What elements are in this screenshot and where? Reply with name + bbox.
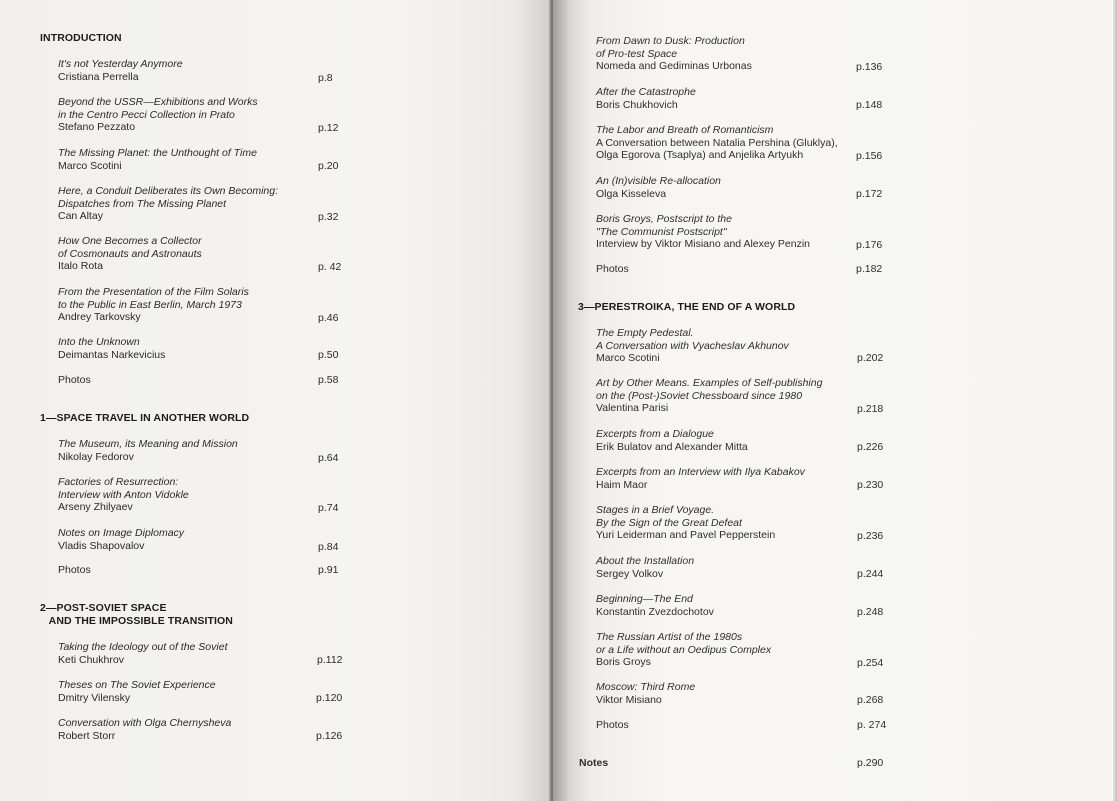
entry-title: The Labor and Breath of Romanticism bbox=[596, 124, 774, 136]
entry-page: p.254 bbox=[857, 657, 884, 669]
entry-title: Excerpts from an Interview with Ilya Kabakov bbox=[596, 466, 805, 478]
entry-page: p.64 bbox=[318, 452, 339, 464]
entry-title: Boris Groys, Postscript to the "The Communist Postscript" bbox=[596, 213, 732, 238]
toc-entry bbox=[58, 286, 348, 324]
entry-page: p.50 bbox=[318, 349, 339, 361]
entry-author: Stefano Pezzato bbox=[58, 121, 136, 134]
entry-author: Andrey Tarkovsky bbox=[58, 311, 141, 324]
entry-title: Beginning—The End bbox=[596, 593, 693, 605]
entry-title: Moscow: Third Rome bbox=[596, 681, 696, 693]
entry-page: p.172 bbox=[856, 188, 883, 200]
entry-author: Marco Scotini bbox=[58, 159, 122, 172]
entry-author: Dmitry Vilensky bbox=[58, 691, 131, 704]
toc-entry bbox=[596, 124, 896, 162]
toc-entry bbox=[58, 476, 348, 514]
toc-entry bbox=[58, 527, 348, 552]
section-heading-2: 2—POST-SOVIET SPACE AND THE IMPOSSIBLE TRANSITION bbox=[40, 602, 233, 627]
entry-page: p.182 bbox=[856, 263, 883, 275]
entry-title: The Museum, its Meaning and Mission bbox=[58, 438, 238, 450]
entry-title: About the Installation bbox=[596, 555, 695, 567]
entry-author: Photos bbox=[596, 263, 629, 275]
entry-author: Deimantas Narkevicius bbox=[58, 348, 166, 361]
entry-page: p.230 bbox=[857, 479, 884, 491]
entry-page: p.236 bbox=[857, 530, 884, 542]
entry-author: Photos bbox=[58, 564, 91, 576]
entry-page: p.244 bbox=[857, 568, 884, 580]
toc-entry bbox=[596, 86, 896, 111]
entry-author: Marco Scotini bbox=[596, 352, 660, 365]
entry-title: Into the Unknown bbox=[58, 336, 140, 348]
entry-author: Viktor Misiano bbox=[596, 693, 662, 706]
entry-page: p.58 bbox=[318, 374, 339, 386]
entry-author: Italo Rota bbox=[58, 260, 103, 273]
entry-title: Stages in a Brief Voyage. By the Sign of the Great Defeat bbox=[596, 504, 742, 529]
entry-page: p. 274 bbox=[857, 719, 887, 731]
toc-entry bbox=[58, 185, 348, 223]
entry-title: The Missing Planet: the Unthought of Time bbox=[58, 147, 257, 159]
entry-page: p.8 bbox=[318, 72, 333, 84]
entry-page: p.84 bbox=[318, 541, 339, 553]
entry-author: Olga Kisseleva bbox=[596, 187, 667, 200]
entry-title: From the Presentation of the Film Solaris to the Public in East Berlin, March 1973 bbox=[58, 286, 249, 311]
entry-title: The Russian Artist of the 1980s or a Life without an Oedipus Complex bbox=[596, 631, 772, 656]
entry-author: Yuri Leiderman and Pavel Pepperstein bbox=[596, 529, 776, 542]
toc-entry-photos bbox=[596, 263, 896, 276]
entry-title: Taking the Ideology out of the Soviet bbox=[58, 641, 228, 653]
toc-entry bbox=[596, 327, 896, 365]
toc-entry-notes bbox=[579, 757, 899, 770]
toc-entry bbox=[58, 96, 348, 134]
entry-title: An (In)visible Re-allocation bbox=[596, 175, 721, 187]
entry-title: The Empty Pedestal. A Conversation with Vyacheslav Akhunov bbox=[596, 327, 789, 352]
entry-page: p.120 bbox=[316, 692, 343, 704]
right-page bbox=[553, 0, 1117, 801]
entry-page: p.46 bbox=[318, 312, 339, 324]
entry-title: It's not Yesterday Anymore bbox=[58, 58, 183, 70]
entry-author: Valentina Parisi bbox=[596, 402, 669, 415]
entry-title: Beyond the USSR—Exhibitions and Works in the Centro Pecci Collection in Prato bbox=[58, 96, 258, 121]
entry-title: Factories of Resurrection: Interview with Anton Vidokle bbox=[58, 476, 189, 501]
entry-page: p.226 bbox=[857, 441, 884, 453]
entry-page: p.268 bbox=[857, 694, 884, 706]
entry-page: p.20 bbox=[318, 160, 339, 172]
entry-author: A Conversation between Natalia Pershina (Gluklya), Olga Egorova (Tsaplya) and Anjelika Artyukh bbox=[596, 136, 838, 162]
toc-entry bbox=[58, 235, 348, 273]
entry-author: Haim Maor bbox=[596, 478, 648, 491]
entry-page: p.176 bbox=[856, 239, 883, 251]
entry-title: From Dawn to Dusk: Production of Pro-test Space bbox=[596, 35, 745, 60]
toc-entry bbox=[58, 147, 348, 172]
notes-page: p.290 bbox=[857, 757, 884, 769]
entry-title: Notes on Image Diplomacy bbox=[58, 527, 185, 539]
toc-entry bbox=[58, 438, 348, 463]
entry-page: p.126 bbox=[316, 730, 343, 742]
toc-entry bbox=[58, 58, 348, 83]
entry-author: Can Altay bbox=[58, 210, 103, 223]
toc-entry bbox=[596, 504, 896, 542]
entry-author: Arseny Zhilyaev bbox=[58, 501, 133, 514]
entry-page: p.32 bbox=[318, 211, 339, 223]
entry-page: p.112 bbox=[317, 654, 343, 666]
entry-author: Konstantin Zvezdochotov bbox=[596, 605, 714, 618]
toc-entry bbox=[596, 175, 896, 200]
entry-title: Excerpts from a Dialogue bbox=[596, 428, 714, 440]
entry-title: Here, a Conduit Deliberates its Own Becoming: Dispatches from The Missing Planet bbox=[58, 185, 279, 210]
entry-page: p.12 bbox=[318, 122, 339, 134]
entry-title: After the Catastrophe bbox=[596, 86, 696, 98]
entry-page: p.218 bbox=[857, 403, 884, 415]
toc-entry bbox=[596, 377, 896, 415]
entry-page: p.136 bbox=[856, 61, 883, 73]
entry-page: p.248 bbox=[857, 606, 884, 618]
entry-title: Art by Other Means. Examples of Self-publishing on the (Post-)Soviet Chessboard since 1980 bbox=[596, 377, 823, 402]
toc-entry-photos bbox=[596, 719, 896, 732]
section-heading-introduction: INTRODUCTION bbox=[40, 32, 122, 44]
entry-author: Robert Storr bbox=[58, 729, 116, 742]
entry-author: Nikolay Fedorov bbox=[58, 450, 134, 463]
section-heading-1: 1—SPACE TRAVEL IN ANOTHER WORLD bbox=[40, 412, 250, 424]
toc-entry bbox=[58, 641, 348, 666]
toc-entry bbox=[596, 555, 896, 580]
entry-author: Photos bbox=[58, 374, 91, 386]
left-page bbox=[0, 0, 552, 801]
notes-label: Notes bbox=[579, 757, 609, 769]
toc-entry-photos bbox=[58, 564, 348, 577]
page-edge bbox=[1113, 0, 1117, 801]
toc-entry bbox=[596, 35, 896, 73]
section-heading-3: 3—PERESTROIKA, THE END OF A WORLD bbox=[578, 301, 796, 313]
entry-title: Theses on The Soviet Experience bbox=[58, 679, 216, 691]
entry-author: Erik Bulatov and Alexander Mitta bbox=[596, 440, 748, 453]
entry-author: Cristiana Perrella bbox=[58, 70, 139, 83]
entry-page: p.156 bbox=[856, 150, 883, 162]
entry-author: Sergey Volkov bbox=[596, 567, 664, 580]
entry-author: Photos bbox=[596, 719, 629, 731]
toc-entry bbox=[58, 717, 348, 742]
entry-page: p.202 bbox=[857, 352, 884, 364]
entry-author: Interview by Viktor Misiano and Alexey Penzin bbox=[596, 238, 810, 251]
entry-page: p.74 bbox=[318, 502, 339, 514]
toc-entry bbox=[596, 428, 896, 453]
toc-entry bbox=[596, 631, 896, 669]
entry-author: Vladis Shapovalov bbox=[58, 539, 145, 552]
entry-page: p.91 bbox=[318, 564, 339, 576]
entry-author: Boris Groys bbox=[596, 656, 651, 669]
toc-entry bbox=[596, 466, 896, 491]
entry-author: Keti Chukhrov bbox=[58, 653, 124, 666]
entry-page: p.148 bbox=[856, 99, 883, 111]
toc-entry bbox=[58, 679, 348, 704]
entry-author: Boris Chukhovich bbox=[596, 98, 678, 111]
entry-title: Conversation with Olga Chernysheva bbox=[58, 717, 232, 729]
entry-title: How One Becomes a Collector of Cosmonauts and Astronauts bbox=[58, 235, 202, 260]
toc-entry-photos bbox=[58, 374, 348, 387]
entry-page: p. 42 bbox=[318, 261, 342, 273]
toc-entry bbox=[596, 213, 896, 251]
toc-entry bbox=[596, 593, 896, 618]
entry-author: Nomeda and Gediminas Urbonas bbox=[596, 60, 752, 73]
toc-entry bbox=[596, 681, 896, 706]
toc-entry bbox=[58, 336, 348, 361]
